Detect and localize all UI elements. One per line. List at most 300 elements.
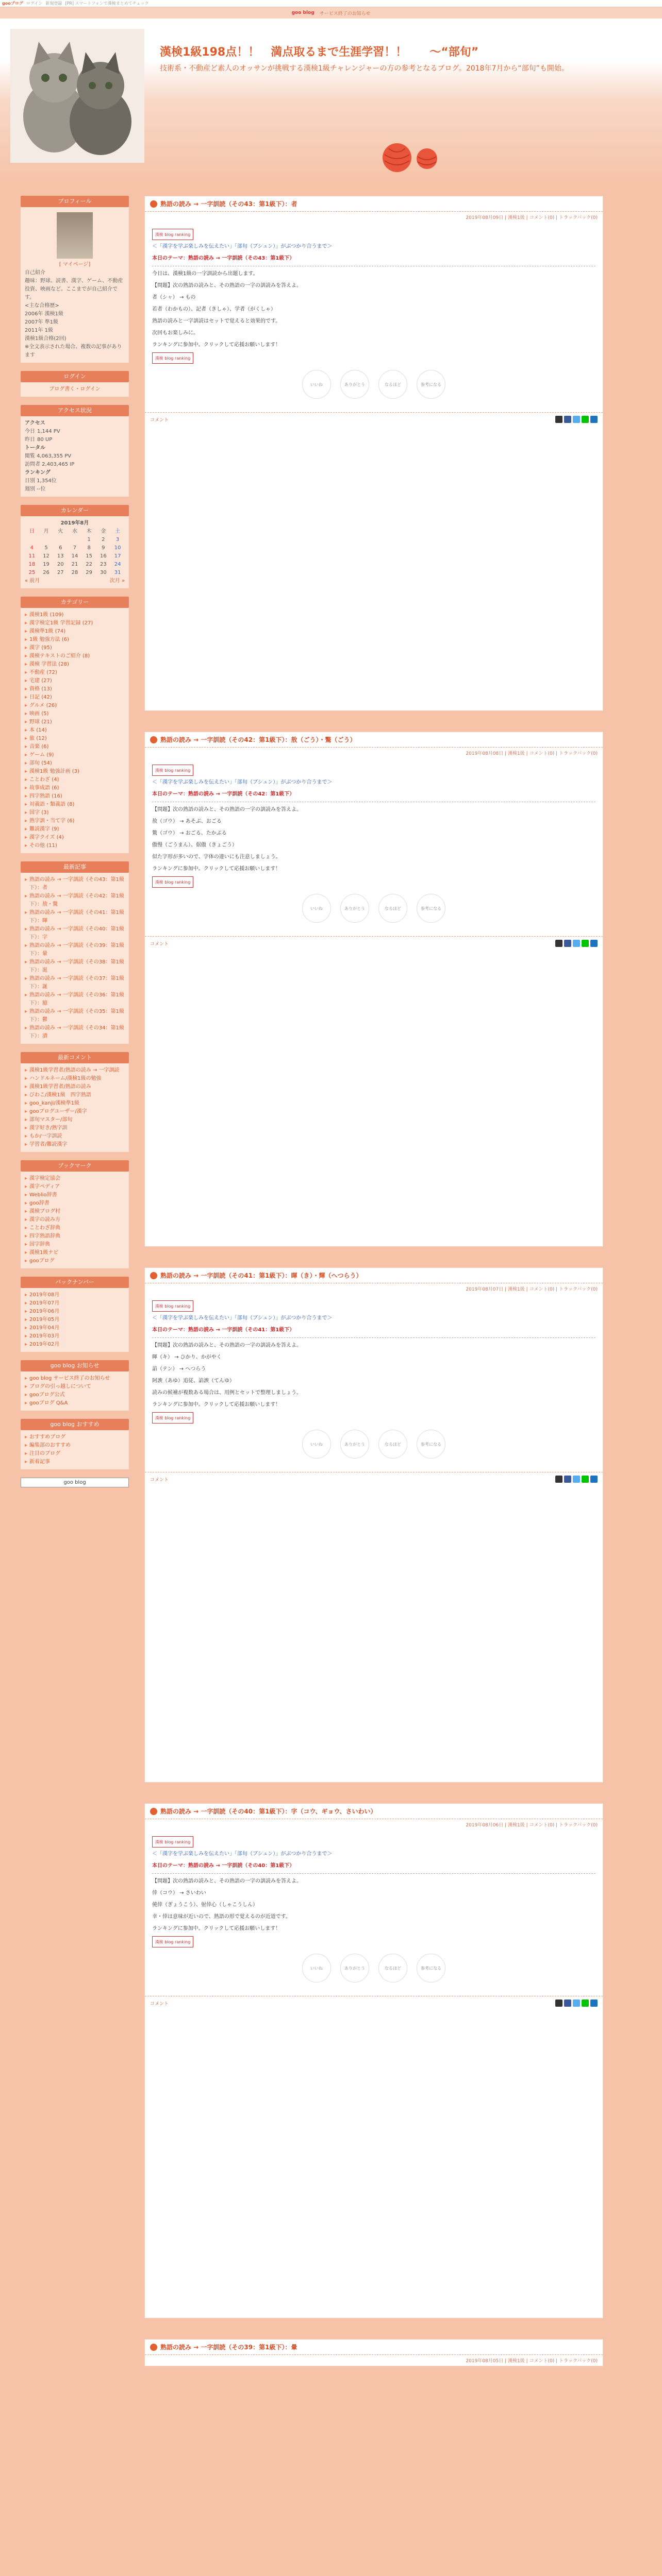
bullet-icon: ▸ [25, 653, 28, 659]
reaction-button[interactable]: 参考になる [417, 894, 445, 923]
goo-notice-item [25, 1399, 125, 1408]
calendar-day[interactable]: 24 [114, 562, 121, 567]
rank-week: 週別 --位 [25, 486, 46, 492]
category-item [25, 677, 125, 685]
profile-score-list: 2006年 漢検1級 2007年 準1級 2011年 1級 漢検1級合格(2回) [25, 311, 67, 342]
bullet-icon: ▸ [25, 1176, 28, 1181]
bookmark-link[interactable]: 漢検1級ナビ [29, 1250, 59, 1256]
category-link[interactable]: 音楽 (6) [29, 744, 49, 750]
comment-link[interactable]: コメント [150, 1477, 169, 1483]
post-body [145, 758, 603, 936]
bookmark-link[interactable]: 漢字検定協会 [29, 1176, 61, 1181]
bullet-icon: ▸ [25, 1292, 28, 1298]
recent-post-link[interactable]: 熟語の読み → 一字訓読（その42：第1級下）：敖・驁 [29, 893, 124, 907]
calendar-day[interactable]: 19 [43, 562, 49, 567]
goo-notice-link[interactable]: ブログの引っ越しについて [29, 1384, 91, 1389]
category-link[interactable]: 国字 (3) [29, 810, 49, 816]
today-pv: 1,144 PV [37, 429, 60, 434]
bullet-icon: ▸ [25, 1317, 28, 1323]
category-item [25, 726, 125, 735]
calendar-day[interactable]: 28 [71, 570, 78, 575]
post-body [145, 1294, 603, 1472]
category-link[interactable]: 熟字訓・当て字 (6) [29, 818, 75, 824]
backnumber-link[interactable]: 2019年07月 [29, 1300, 60, 1306]
recent-post-link[interactable]: 熟語の読み → 一字訓読（その38：第1級下）：涎 [29, 959, 124, 973]
post-line: 【問題】次の熟語の読みと、その熟語の一字の訓読みを答えよ。 [152, 283, 302, 289]
category-link[interactable]: 対義語・類義語 (8) [29, 802, 75, 807]
post-line: 暉（キ） → ひかり、かがやく [152, 1354, 222, 1360]
calendar-day[interactable]: 16 [100, 553, 107, 559]
bookmark-link[interactable]: 国字辞典 [29, 1242, 51, 1247]
post-title-link[interactable]: 熟語の読み → 一字訓読（その39：第1級下）：暈 [160, 2344, 297, 2351]
calendar-widget-title: カレンダー [21, 505, 129, 516]
reaction-button[interactable]: ありがとう [340, 894, 369, 923]
bookmark-link[interactable]: gooブログ [29, 1258, 55, 1264]
category-link[interactable]: 本 (14) [29, 727, 47, 733]
post-line: ＜「漢字を学ぶ楽しみを伝えたい」「部旬（ブシュン）」がぶつかり合うまで＞ [152, 779, 333, 785]
register-link[interactable]: 新規登録 [45, 1, 62, 6]
share-icons [555, 1999, 598, 2007]
bullet-icon: ▸ [25, 662, 28, 667]
calendar-day[interactable]: 6 [59, 545, 62, 551]
recent-posts-widget [21, 861, 129, 1044]
reaction-button[interactable]: 参考になる [417, 1430, 445, 1459]
bookmark-link[interactable]: ことわざ辞典 [29, 1225, 61, 1231]
category-link[interactable]: その他 (11) [29, 843, 57, 849]
category-link[interactable]: 四字熟語 (16) [29, 793, 62, 799]
goo-notice-link[interactable]: goo blog サービス終了のお知らせ [29, 1376, 110, 1381]
blog-post [144, 196, 603, 711]
recent-comment-link[interactable]: 部旬マスター/部旬 [29, 1117, 73, 1123]
login-link[interactable]: ログイン [26, 1, 43, 6]
today-label: 今日 [25, 429, 35, 434]
recent-post-link[interactable]: 熟語の読み → 一字訓読（その39：第1級下）：暈 [29, 943, 124, 957]
share-sns-icon[interactable] [573, 416, 580, 423]
calendar-prev-link[interactable]: « 前月 [25, 578, 40, 584]
bookmark-link[interactable]: 漢検ブログ村 [29, 1209, 61, 1214]
category-link[interactable]: 旅 (12) [29, 736, 47, 741]
bullet-icon: ▸ [25, 1233, 28, 1239]
category-item [25, 735, 125, 743]
goo-recommend-link[interactable]: 注目のブログ [29, 1451, 61, 1456]
blog-title[interactable]: 漢検1級198点！！ 満点取るまで生涯学習！！ ～“部旬” [160, 46, 479, 59]
calendar-day[interactable]: 25 [28, 570, 36, 575]
category-link[interactable]: 宅建 (27) [29, 678, 52, 684]
goo-recommend-link[interactable]: おすすめブログ [29, 1434, 66, 1440]
comment-link[interactable]: コメント [150, 941, 169, 947]
share-sns-icon[interactable] [582, 940, 589, 947]
goo-blog-footer-badge[interactable]: goo blog [21, 1478, 129, 1487]
calendar-day[interactable]: 22 [86, 562, 93, 567]
backnumber-link[interactable]: 2019年04月 [29, 1325, 60, 1331]
share-sns-icon[interactable] [555, 1476, 562, 1483]
share-sns-icon[interactable] [564, 940, 571, 947]
calendar-day[interactable]: 11 [28, 553, 36, 559]
bookmark-item [25, 1208, 125, 1216]
blog-ranking-badge[interactable]: 漢検 blog ranking [152, 876, 193, 888]
category-link[interactable]: 映画 (5) [29, 711, 49, 717]
reaction-button[interactable]: いいね [302, 370, 331, 399]
recent-post-item [25, 958, 125, 975]
recent-comment-link[interactable]: びわこ/漢検1級 四字熟語 [29, 1092, 91, 1098]
calendar-day[interactable]: 27 [57, 570, 64, 575]
ranking-note: ランキングに参加中。クリックして応援お願いします！ [152, 1402, 281, 1408]
backnumber-link[interactable]: 2019年02月 [29, 1342, 60, 1347]
reaction-button[interactable]: ありがとう [340, 370, 369, 399]
recent-comment-item [25, 1083, 125, 1091]
calendar-day[interactable]: 7 [73, 545, 77, 551]
share-icons [555, 1476, 598, 1483]
calendar-day[interactable]: 8 [87, 545, 91, 551]
category-item [25, 619, 125, 628]
recent-comments-widget [21, 1052, 129, 1152]
goo-service-banner [0, 7, 662, 19]
recent-post-item [25, 991, 125, 1008]
bullet-icon: ▸ [25, 629, 28, 634]
backnumber-link[interactable]: 2019年06月 [29, 1309, 60, 1314]
blog-ranking-badge[interactable]: 漢検 blog ranking [152, 765, 193, 776]
bullet-icon: ▸ [25, 637, 28, 642]
calendar-day[interactable]: 3 [115, 537, 120, 543]
reaction-button[interactable]: ありがとう [340, 1954, 369, 1982]
post-bullet-icon [150, 1808, 157, 1815]
bullet-icon: ▸ [25, 1225, 28, 1231]
recent-comments-widget-title: 最新コメント [21, 1052, 129, 1063]
post-header [145, 1268, 603, 1283]
recent-post-link[interactable]: 熟語の読み → 一字訓読（その34：第1級下）：潰 [29, 1025, 124, 1039]
calendar-day[interactable]: 21 [71, 562, 78, 567]
goo-recommend-widget [21, 1419, 129, 1469]
bullet-icon: ▸ [25, 727, 28, 733]
recent-comment-link[interactable]: 漢検1級学習者/熟語の読み → 一字訓読 [29, 1067, 120, 1073]
share-sns-icon[interactable] [582, 1476, 589, 1483]
bullet-icon: ▸ [25, 769, 28, 774]
category-item [25, 825, 125, 834]
mypage-link[interactable]: [ マイページ] [59, 262, 91, 267]
share-sns-icon[interactable] [573, 1999, 580, 2007]
calendar-day[interactable] [39, 536, 54, 544]
access-widget-title: アクセス状況 [21, 405, 129, 416]
post-line: 今日は、漢検1級の一字訓読から出題します。 [152, 271, 258, 277]
calendar-day[interactable]: 31 [114, 570, 121, 575]
category-link[interactable]: グルメ (26) [29, 703, 57, 708]
calendar-day[interactable]: 26 [43, 570, 49, 575]
recent-comment-link[interactable]: 漢字好き/熟字訓 [29, 1125, 68, 1131]
reaction-buttons [152, 894, 595, 923]
bookmark-item [25, 1191, 125, 1199]
reaction-button[interactable]: いいね [302, 1430, 331, 1459]
calendar-widget [21, 505, 129, 588]
recent-post-link[interactable]: 熟語の読み → 一字訓読（その40：第1級下）：字 [29, 926, 124, 940]
post-footer [145, 1996, 603, 2010]
backnumber-item [25, 1308, 125, 1316]
recent-comments-list [21, 1063, 129, 1152]
category-item [25, 751, 125, 759]
calendar-next-link[interactable]: 次月 » [109, 578, 125, 584]
share-sns-icon[interactable] [590, 940, 598, 947]
post-line: 【問題】次の熟語の読みと、その熟語の一字の訓読みを答えよ。 [152, 807, 302, 812]
calendar-day[interactable]: 23 [100, 562, 107, 567]
calendar-day[interactable]: 2 [102, 537, 105, 543]
blog-ranking-badge[interactable]: 漢検 blog ranking [152, 1412, 193, 1423]
share-sns-icon[interactable] [590, 416, 598, 423]
bullet-icon: ▸ [25, 645, 28, 651]
calendar-day[interactable]: 4 [30, 545, 34, 551]
category-item [25, 644, 125, 652]
recent-post-link[interactable]: 熟語の読み → 一字訓読（その37：第1級下）：誕 [29, 976, 124, 990]
post-line: 読みの候補が複数ある場合は、用例とセットで整理しましょう。 [152, 1390, 302, 1396]
reaction-button[interactable]: いいね [302, 894, 331, 923]
goo-brand-link[interactable]: gooブログ [2, 1, 23, 6]
category-link[interactable]: 故事成語 (6) [29, 785, 59, 791]
category-link[interactable]: 漢検 学習法 (28) [29, 662, 69, 667]
calendar-day[interactable]: 12 [43, 553, 49, 559]
main-content [144, 196, 603, 2387]
post-bullet-icon [150, 2344, 157, 2351]
share-sns-icon[interactable] [564, 416, 571, 423]
bookmark-item [25, 1183, 125, 1191]
category-item [25, 817, 125, 825]
share-sns-icon[interactable] [590, 1476, 598, 1483]
calendar-day[interactable]: 15 [86, 553, 93, 559]
bullet-icon: ▸ [25, 752, 28, 758]
calendar-day[interactable]: 20 [57, 562, 64, 567]
recent-comment-link[interactable]: goo_kanji/漢検準1級 [29, 1100, 79, 1106]
reaction-button[interactable]: 参考になる [417, 370, 445, 399]
calendar-day[interactable] [25, 536, 39, 544]
category-link[interactable]: 日記 (42) [29, 694, 52, 700]
reaction-button[interactable]: いいね [302, 1954, 331, 1982]
post-header [145, 196, 603, 212]
goo-recommend-item [25, 1458, 125, 1466]
recent-comment-link[interactable]: ハンドルネーム/漢検1級の勉強 [29, 1076, 102, 1081]
category-link[interactable]: 漢検1級 勉強計画 (3) [29, 769, 79, 774]
bullet-icon: ▸ [25, 744, 28, 750]
bookmark-item [25, 1175, 125, 1183]
post-date: 2019年08月05日 | 漢検1級 | コメント(0) | トラックバック(0) [466, 2359, 598, 2364]
recent-post-item [25, 909, 125, 925]
bullet-icon: ▸ [25, 976, 28, 981]
category-item [25, 842, 125, 850]
bullet-icon: ▸ [25, 810, 28, 816]
reaction-buttons [152, 1430, 595, 1459]
calendar-day[interactable] [53, 536, 68, 544]
share-sns-icon[interactable] [555, 940, 562, 947]
goo-notice-widget-title: goo blog お知らせ [21, 1360, 129, 1371]
bullet-icon: ▸ [25, 719, 28, 725]
reaction-button[interactable]: なるほど [378, 1430, 407, 1459]
blog-ranking-badge[interactable]: 漢検 blog ranking [152, 1300, 193, 1312]
ranking-label: ランキング [25, 470, 51, 476]
goo-notice-item [25, 1383, 125, 1391]
blog-ranking-badge[interactable]: 漢検 blog ranking [152, 1936, 193, 1947]
backnumber-list [21, 1288, 129, 1352]
recent-comment-link[interactable]: 学習者/難読漢字 [29, 1142, 68, 1147]
reaction-buttons [152, 1954, 595, 1982]
blog-ranking-badge[interactable]: 漢検 blog ranking [152, 229, 193, 240]
category-link[interactable]: 野球 (21) [29, 719, 52, 725]
blog-ranking-badge[interactable]: 漢検 blog ranking [152, 1836, 193, 1848]
bullet-icon: ▸ [25, 1117, 28, 1123]
post-line: 似た字形が多いので、字体の違いにも注意しましょう。 [152, 854, 281, 860]
calendar-day[interactable]: 1 [87, 537, 91, 543]
share-sns-icon[interactable] [573, 1476, 580, 1483]
share-sns-icon[interactable] [582, 1999, 589, 2007]
calendar-day[interactable]: 30 [100, 570, 107, 575]
reaction-button[interactable]: なるほど [378, 370, 407, 399]
service-end-notice-link[interactable]: サービス終了のお知らせ [319, 11, 371, 16]
category-list [21, 608, 129, 853]
post-title-link[interactable]: 熟語の読み → 一字訓読（その43：第1級下）：者 [160, 200, 297, 208]
bullet-icon: ▸ [25, 826, 28, 832]
backnumber-link[interactable]: 2019年08月 [29, 1292, 60, 1298]
login-widget-title: ログイン [21, 371, 129, 382]
reaction-button[interactable]: なるほど [378, 1954, 407, 1982]
goo-notice-link[interactable]: gooブログ公式 [29, 1392, 65, 1398]
category-item [25, 611, 125, 619]
ranking-note: ランキングに参加中。クリックして応援お願いします！ [152, 866, 281, 872]
category-item [25, 792, 125, 801]
category-widget-title: カテゴリー [21, 597, 129, 608]
bullet-icon: ▸ [25, 1384, 28, 1389]
bullet-icon: ▸ [25, 1333, 28, 1339]
recent-comment-link[interactable]: gooブログユーザー/漢字 [29, 1109, 87, 1114]
goo-recommend-link[interactable]: 新着記事 [29, 1459, 51, 1465]
calendar-day[interactable] [68, 536, 82, 544]
category-item [25, 768, 125, 776]
bullet-icon: ▸ [25, 1025, 28, 1031]
recent-post-item [25, 876, 125, 892]
bullet-icon: ▸ [25, 760, 28, 766]
post-header [145, 1804, 603, 1819]
post-title-link[interactable]: 熟語の読み → 一字訓読（その42：第1級下）：敖（ごう）・驁（ごう） [160, 736, 356, 743]
calendar-day[interactable]: 13 [57, 553, 64, 559]
category-link[interactable]: ことわざ (4) [29, 777, 59, 783]
reaction-button[interactable]: ありがとう [340, 1430, 369, 1459]
bookmark-item [25, 1257, 125, 1265]
post-body [145, 223, 603, 412]
pr-link[interactable]: [PR] スマートフォンで漢検まとめてチェック [65, 1, 149, 6]
category-link[interactable]: 漢字検定1級 学習記録 (27) [29, 620, 93, 626]
reaction-button[interactable]: 参考になる [417, 1954, 445, 1982]
category-link[interactable]: 資格 (13) [29, 686, 52, 692]
category-link[interactable]: 部旬 (54) [29, 760, 52, 766]
share-sns-icon[interactable] [564, 1999, 571, 2007]
category-link[interactable]: 漢検1級 (109) [29, 612, 64, 618]
bullet-icon: ▸ [25, 703, 28, 708]
bookmark-link[interactable]: 漢字ペディア [29, 1184, 60, 1190]
calendar-day[interactable]: 14 [71, 553, 78, 559]
recent-post-link[interactable]: 熟語の読み → 一字訓読（その41：第1級下）：暉 [29, 910, 124, 924]
blog-ranking-badge[interactable]: 漢検 blog ranking [152, 352, 193, 364]
recent-comment-item [25, 1099, 125, 1108]
category-link[interactable]: 難読漢字 (9) [29, 826, 59, 832]
ranking-note: ランキングに参加中。クリックして応援お願いします！ [152, 1926, 281, 1931]
calendar-day[interactable]: 9 [102, 545, 105, 551]
bullet-icon: ▸ [25, 777, 28, 783]
comment-link[interactable]: コメント [150, 417, 169, 423]
category-item [25, 669, 125, 677]
calendar-day[interactable]: 10 [114, 545, 121, 551]
bookmark-link[interactable]: 四字熟語辞典 [29, 1233, 61, 1239]
recent-comment-link[interactable]: もか/一字訓読 [29, 1133, 62, 1139]
backnumber-widget [21, 1277, 129, 1352]
bullet-icon: ▸ [25, 1443, 28, 1448]
category-link[interactable]: 漢検テキストのご紹介 (8) [29, 653, 90, 659]
calendar-day[interactable]: 5 [44, 545, 48, 551]
category-item [25, 801, 125, 809]
category-link[interactable]: 漢字 (95) [29, 645, 52, 651]
total-pv: 閲覧 4,063,355 PV [25, 453, 72, 459]
share-sns-icon[interactable] [590, 1999, 598, 2007]
bookmark-link[interactable]: 漢字の読み方 [29, 1217, 61, 1223]
share-sns-icon[interactable] [555, 1999, 562, 2007]
recent-post-link[interactable]: 熟語の読み → 一字訓読（その43：第1級下）：者 [29, 877, 124, 891]
bookmark-link[interactable]: goo辞書 [29, 1200, 49, 1206]
post-line: 【問題】次の熟語の読みと、その熟語の一字の訓読みを答えよ。 [152, 1878, 302, 1884]
recent-post-link[interactable]: 熟語の読み → 一字訓読（その36：第1級下）：臆 [29, 992, 124, 1006]
reaction-button[interactable]: なるほど [378, 894, 407, 923]
recent-post-link[interactable]: 熟語の読み → 一字訓読（その35：第1級下）：鬱 [29, 1009, 124, 1023]
share-sns-icon[interactable] [555, 416, 562, 423]
share-sns-icon[interactable] [582, 416, 589, 423]
recent-post-item [25, 975, 125, 991]
recent-post-item [25, 1024, 125, 1041]
goo-recommend-link[interactable]: 編集部のおすすめ [29, 1443, 71, 1448]
category-link[interactable]: ゲーム (9) [29, 752, 54, 758]
backnumber-item [25, 1324, 125, 1332]
calendar-month: 2019年8月 [60, 520, 89, 526]
category-link[interactable]: 不動産 (72) [29, 670, 57, 675]
calendar-day[interactable]: 17 [114, 553, 121, 559]
post-footer [145, 1472, 603, 1486]
share-sns-icon[interactable] [564, 1476, 571, 1483]
share-sns-icon[interactable] [573, 940, 580, 947]
calendar-day[interactable]: 18 [28, 562, 36, 567]
bookmark-item [25, 1224, 125, 1232]
calendar-day[interactable]: 29 [86, 570, 93, 575]
backnumber-link[interactable]: 2019年05月 [29, 1317, 60, 1323]
post-title-link[interactable]: 熟語の読み → 一字訓読（その41：第1級下）：暉（き）・輝（へつらう） [160, 1272, 362, 1279]
goo-notice-link[interactable]: gooブログ Q&A [29, 1400, 68, 1406]
calendar-weekday: 日 [29, 529, 35, 534]
share-icons [555, 416, 598, 423]
blog-description: 技術系・不動産ど素人のオッサンが挑戦する漢検1級チャレンジャーの方の参考となるブログ。2018年7月から“部旬”も開始。 [160, 64, 569, 73]
recent-post-item [25, 892, 125, 909]
recent-comment-link[interactable]: 漢検1級学習者/熟語の読み [29, 1084, 91, 1090]
profile-photo [57, 212, 93, 259]
backnumber-link[interactable]: 2019年03月 [29, 1333, 60, 1339]
bullet-icon: ▸ [25, 926, 28, 932]
category-item [25, 660, 125, 669]
bullet-icon: ▸ [25, 943, 28, 948]
bookmark-link[interactable]: Weblio辞書 [29, 1192, 57, 1198]
category-link[interactable]: 漢検準1級 (74) [29, 629, 66, 634]
bullet-icon: ▸ [25, 1209, 28, 1214]
login-link[interactable]: ブログ書く・ログイン [49, 386, 101, 392]
category-link[interactable]: 漢字クイズ (4) [29, 835, 64, 840]
comment-link[interactable]: コメント [150, 2001, 169, 2007]
bullet-icon: ▸ [25, 1242, 28, 1247]
category-widget [21, 597, 129, 853]
post-title-link[interactable]: 熟語の読み → 一字訓読（その40：第1級下）：字（コウ、ギョウ、さいわい） [160, 1808, 377, 1815]
bullet-icon: ▸ [25, 802, 28, 807]
bullet-icon: ▸ [25, 785, 28, 791]
access-label: アクセス [25, 420, 45, 426]
goo-blog-logo[interactable]: goo blog [291, 10, 315, 15]
bullet-icon: ▸ [25, 1125, 28, 1131]
category-link[interactable]: 1級 勉強方法 (6) [29, 637, 69, 642]
